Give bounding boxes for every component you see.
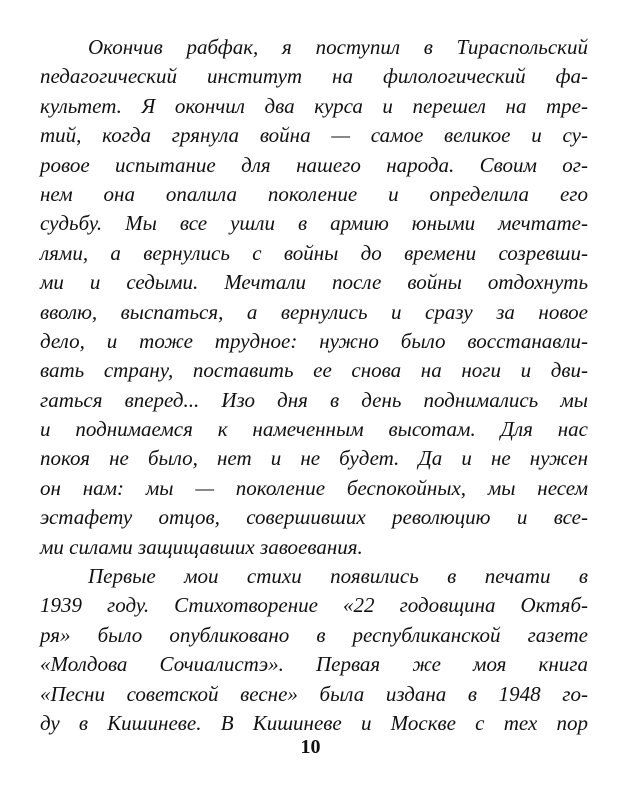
text-line: «Молдова Сочиалистэ». Первая же моя книга	[40, 652, 588, 677]
text-line: культет. Я окончил два курса и перешел на тре-	[40, 93, 588, 118]
text-line: ровое испытание для нашего народа. Своим ог-	[40, 152, 588, 177]
text-line: Первые мои стихи появились в печати в	[88, 564, 588, 589]
text-line: «Песни советской весне» была издана в 1948 го-	[40, 681, 588, 706]
text-line: покоя не было, нет и не будет. Да и не нужен	[40, 446, 588, 471]
text-line: эстафету отцов, совершивших революцию и все-	[40, 505, 588, 530]
text-line: ря» было опубликовано в республиканской газете	[40, 622, 588, 647]
text-line: гаться вперед... Изо дня в день поднимались мы	[40, 387, 588, 412]
text-line: Окончив рабфак, я поступил в Тираспольский	[88, 35, 588, 59]
text-line: ми силами защищавших завоевания.	[40, 534, 363, 559]
page-number: 10	[300, 736, 321, 758]
text-line: нем она опалила поколение и определила его	[40, 181, 588, 206]
text-line: ми и седыми. Мечтали после войны отдохнуть	[40, 270, 588, 295]
page-text	[40, 33, 588, 738]
text-line: и поднимаемся к намеченным высотам. Для нас	[40, 417, 588, 442]
text-line: 1939 году. Стихотворение «22 годовщина Октяб-	[40, 593, 588, 618]
text-line: дело, и тоже трудное: нужно было восстанавли-	[40, 328, 588, 353]
text-line: вволю, выспаться, а вернулись и сразу за новое	[40, 299, 588, 324]
text-line: судьбу. Мы все ушли в армию юными мечтате-	[40, 211, 588, 236]
text-line: лями, а вернулись с войны до времени созревши-	[40, 240, 588, 265]
text-line: он нам: мы — поколение беспокойных, мы несем	[40, 475, 588, 500]
text-line: тий, когда грянула война — самое великое и су-	[40, 123, 588, 148]
text-line: педагогический институт на филологический фа-	[40, 64, 588, 89]
text-line: ду в Кишиневе. В Кишиневе и Москве с тех пор	[40, 710, 588, 735]
text-line: вать страну, поставить ее снова на ноги и дви-	[40, 358, 588, 383]
